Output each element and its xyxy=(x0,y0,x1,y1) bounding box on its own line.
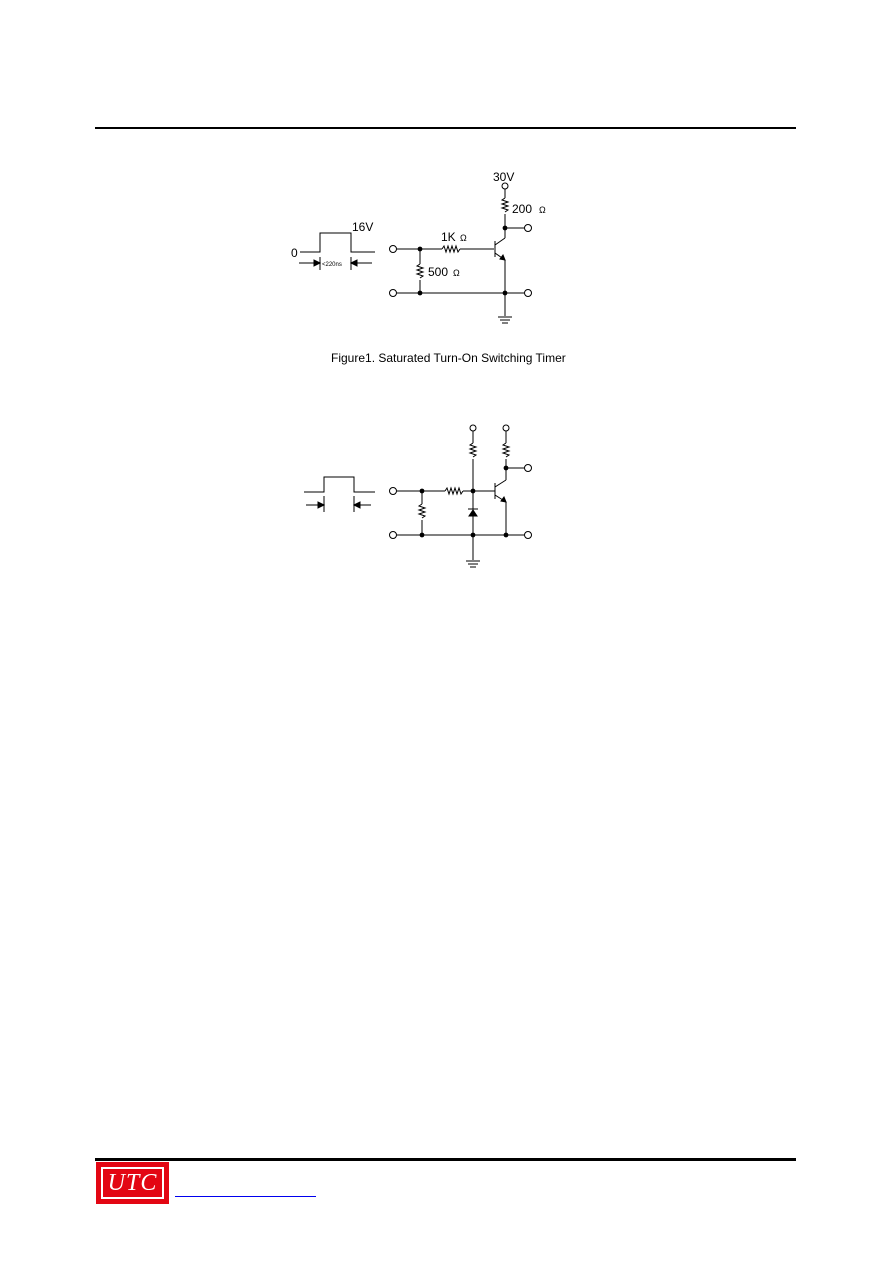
figure1-bias-ohm: Ω xyxy=(453,268,460,278)
figure2-ground-symbol xyxy=(466,561,480,567)
figure2-output-terminal-top xyxy=(525,465,532,472)
figure2-transistor xyxy=(495,480,506,502)
footer-rule xyxy=(95,1158,796,1161)
figure1-caption: Figure1. Saturated Turn-On Switching Timer xyxy=(331,351,566,365)
figure1-base-resistor xyxy=(442,246,460,252)
figure2-circuit xyxy=(304,425,532,567)
utc-logo xyxy=(96,1162,169,1204)
figure2-input-terminal-top xyxy=(390,488,397,495)
figure1-bias-resistor-label: 500 xyxy=(428,265,449,279)
figure1-input-terminal-top xyxy=(390,246,397,253)
figure2-diode xyxy=(468,491,478,535)
figure1-output-terminal-top xyxy=(525,225,532,232)
figure1-circuit xyxy=(299,183,532,323)
utc-logo-text: UTC xyxy=(101,1167,165,1199)
figure2-output-terminal-bottom xyxy=(525,532,532,539)
figure2-base-supply-resistor xyxy=(470,443,476,457)
figure2-base-supply-terminal xyxy=(470,425,476,431)
figure2-collector-resistor xyxy=(503,443,509,457)
figure1-collector-ohm: Ω xyxy=(539,205,546,215)
figure1-base-resistor-label: 1K xyxy=(441,230,456,244)
figure1-output-terminal-bottom xyxy=(525,290,532,297)
footer-website-link[interactable] xyxy=(175,1182,316,1197)
figure1-bias-resistor xyxy=(417,264,423,278)
figure1-collector-resistor xyxy=(502,198,508,212)
figure2-collector-supply-terminal xyxy=(503,425,509,431)
figure2-input-terminal-bottom xyxy=(390,532,397,539)
figure1-transistor xyxy=(495,238,505,260)
figure1-ground-symbol xyxy=(498,317,512,323)
figure2-pulse-waveform xyxy=(304,477,375,512)
figure1-collector-resistor-label: 200 xyxy=(512,202,533,216)
figure1-supply-label: 30V xyxy=(493,170,515,184)
figure2-base-resistor xyxy=(445,488,463,494)
figure1-pulse-high-label: 16V xyxy=(352,220,374,234)
figure1-base-ohm: Ω xyxy=(460,233,467,243)
figure2-bias-resistor xyxy=(419,504,425,518)
figure1-pulse-low-label: 0 xyxy=(291,246,298,260)
figure1-pulse-width-label: <220ns xyxy=(322,262,342,268)
figure1-input-terminal-bottom xyxy=(390,290,397,297)
